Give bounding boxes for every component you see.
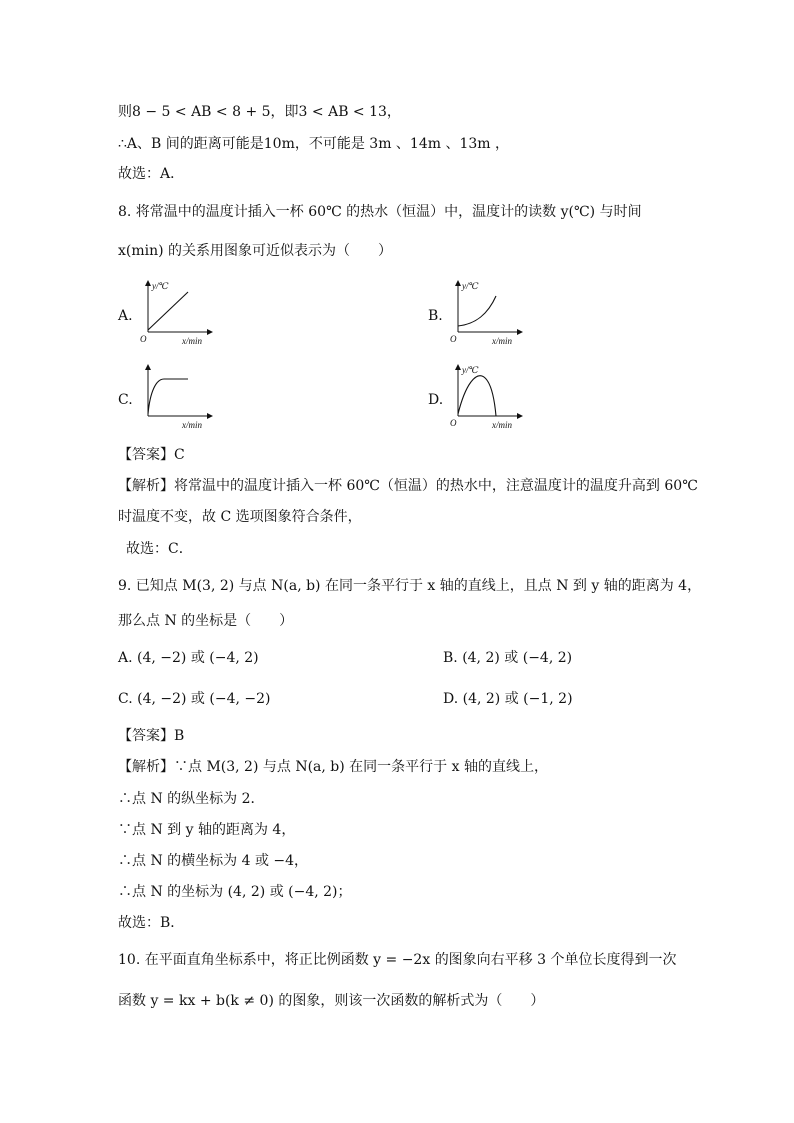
x-axis-label: x/min bbox=[182, 420, 202, 430]
question-9-text-cont: 那么点 N 的坐标是（ ） bbox=[118, 613, 294, 629]
explanation-8: 【解析】将常温中的温度计插入一杯 60℃（恒温）的热水中，注意温度计的温度升高到 60℃ bbox=[118, 478, 698, 494]
origin-label: O bbox=[450, 334, 457, 344]
option-a: A. (4, −2) 或 (−4, 2) bbox=[118, 650, 259, 666]
text-line: 故选：A． bbox=[118, 166, 185, 182]
option-d-label: D. bbox=[428, 392, 444, 408]
option-c: C. (4, −2) 或 (−4, −2) bbox=[118, 691, 271, 707]
origin-label: O bbox=[450, 418, 457, 428]
curve-concave-up bbox=[458, 296, 496, 326]
x-axis-label: x/min bbox=[492, 420, 512, 430]
origin-label: O bbox=[140, 334, 147, 344]
option-b: B. (4, 2) 或 (−4, 2) bbox=[443, 650, 573, 666]
answer-8: 【答案】C bbox=[118, 447, 185, 463]
curve-arch bbox=[458, 376, 496, 416]
graph-c bbox=[138, 364, 218, 434]
explanation-9-line: ∴点 N 的横坐标为 4 或 −4， bbox=[118, 853, 309, 869]
answer-9: 【答案】B bbox=[118, 728, 185, 744]
option-d: D. (4, 2) 或 (−1, 2) bbox=[443, 691, 573, 707]
x-axis-label: x/min bbox=[182, 336, 202, 346]
x-axis-label: x/min bbox=[492, 336, 512, 346]
option-a-label: A. bbox=[118, 308, 133, 324]
choice-9: 故选：B． bbox=[118, 915, 185, 931]
curve-linear bbox=[148, 292, 188, 330]
question-10-text-cont: 函数 y = kx + b(k ≠ 0) 的图象，则该一次函数的解析式为（ ） bbox=[118, 993, 545, 1009]
explanation-9: 【解析】∵点 M(3, 2) 与点 N(a, b) 在同一条平行于 x 轴的直线上， bbox=[118, 759, 548, 775]
explanation-9-line: ∵点 N 到 y 轴的距离为 4， bbox=[118, 822, 296, 838]
text-line: ∴A、B 间的距离可能是10m，不可能是 3m 、14m 、13m ， bbox=[118, 136, 510, 152]
curve-plateau bbox=[148, 379, 188, 414]
choice-8: 故选：C． bbox=[126, 541, 193, 557]
graph-b bbox=[448, 280, 528, 350]
explanation-9-line: ∴点 N 的坐标为 (4, 2) 或 (−4, 2)； bbox=[118, 884, 352, 900]
question-10-text: 10. 在平面直角坐标系中，将正比例函数 y = −2x 的图象向右平移 3 个单位长度得到一次 bbox=[118, 952, 677, 968]
text-line: 则8 − 5 < AB < 8 + 5，即3 < AB < 13， bbox=[118, 104, 401, 120]
y-axis-label: y/℃ bbox=[152, 281, 169, 291]
question-8-text-cont: x(min) 的关系用图象可近似表示为（ ） bbox=[118, 243, 393, 259]
question-9-text: 9. 已知点 M(3, 2) 与点 N(a, b) 在同一条平行于 x 轴的直线上，且点 N 到 y 轴的距离为 4， bbox=[118, 578, 702, 594]
graph-a bbox=[138, 280, 218, 350]
y-axis-label: y/℃ bbox=[462, 365, 479, 375]
graph-d bbox=[448, 364, 528, 434]
explanation-9-line: ∴点 N 的纵坐标为 2． bbox=[118, 791, 265, 807]
option-b-label: B. bbox=[428, 308, 443, 324]
question-8-text: 8. 将常温中的温度计插入一杯 60℃ 的热水（恒温）中，温度计的读数 y(℃) 与时间 bbox=[118, 204, 642, 220]
explanation-8-cont: 时温度不变，故 C 选项图象符合条件， bbox=[118, 509, 362, 525]
option-c-label: C. bbox=[118, 392, 133, 408]
y-axis-label: y/℃ bbox=[462, 281, 479, 291]
